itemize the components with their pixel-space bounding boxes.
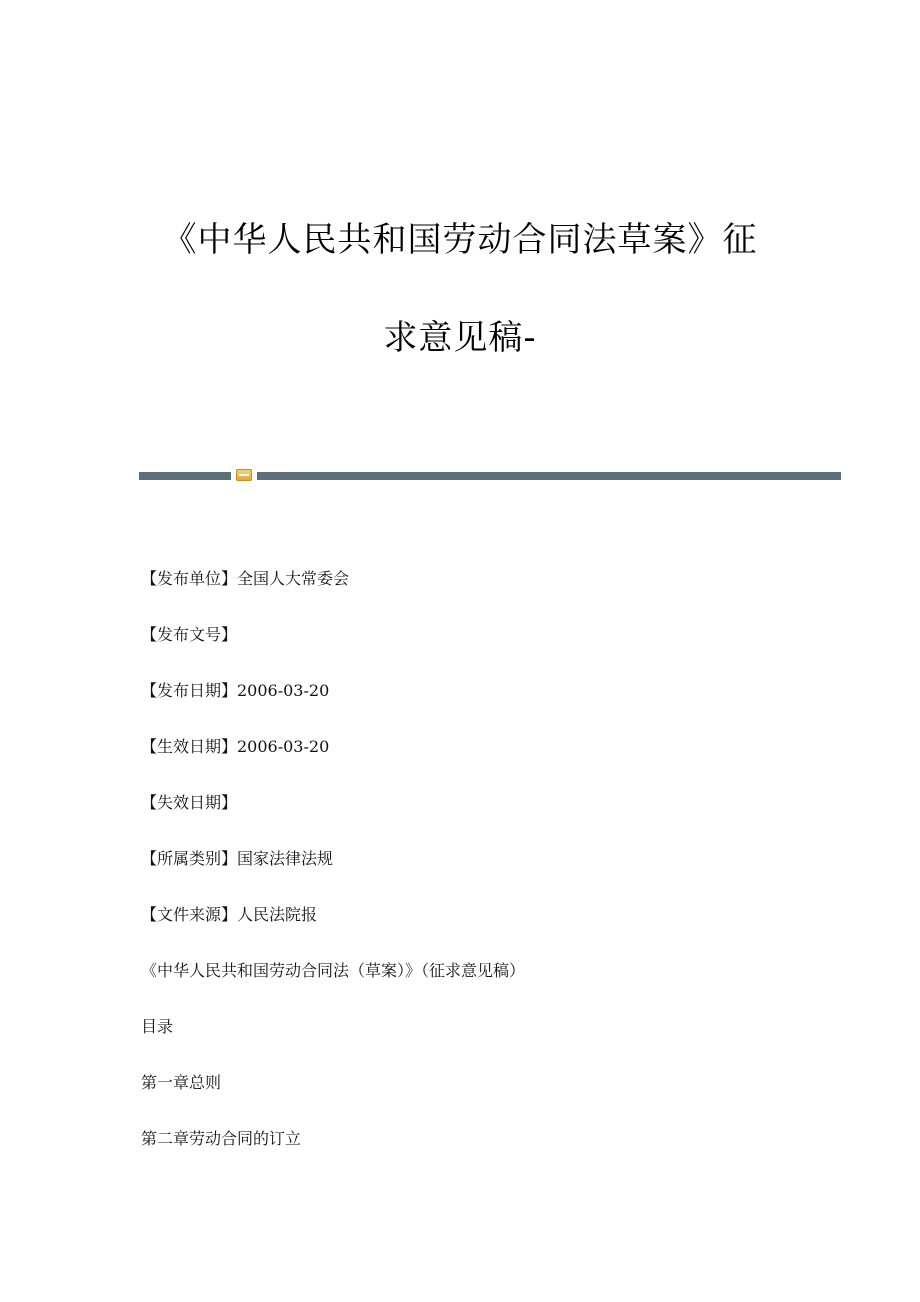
divider-bar-right — [257, 472, 841, 480]
meta-source: 【文件来源】人民法院报 — [141, 905, 318, 924]
toc-heading: 目录 — [141, 1017, 174, 1036]
meta-issue-date: 【发布日期】2006-03-20 — [141, 681, 330, 700]
meta-expiry-date: 【失效日期】 — [141, 793, 238, 812]
meta-category: 【所属类别】国家法律法规 — [141, 849, 334, 868]
toc-item: 第二章劳动合同的订立 — [141, 1129, 302, 1148]
meta-effective-date: 【生效日期】2006-03-20 — [141, 737, 330, 756]
title-divider — [139, 468, 841, 482]
title-line-2: 求意见稿- — [383, 318, 537, 358]
document-title — [0, 210, 920, 368]
toc-item: 第一章总则 — [141, 1073, 222, 1092]
meta-doc-number: 【发布文号】 — [141, 625, 238, 644]
document-body — [141, 566, 841, 1182]
envelope-icon — [236, 469, 252, 481]
meta-issuer: 【发布单位】全国人大常委会 — [141, 569, 350, 588]
divider-bar-left — [139, 472, 231, 480]
law-title: 《中华人民共和国劳动合同法（草案）》（征求意见稿） — [141, 961, 526, 980]
title-line-1: 《中华人民共和国劳动合同法草案》征 — [162, 220, 758, 260]
